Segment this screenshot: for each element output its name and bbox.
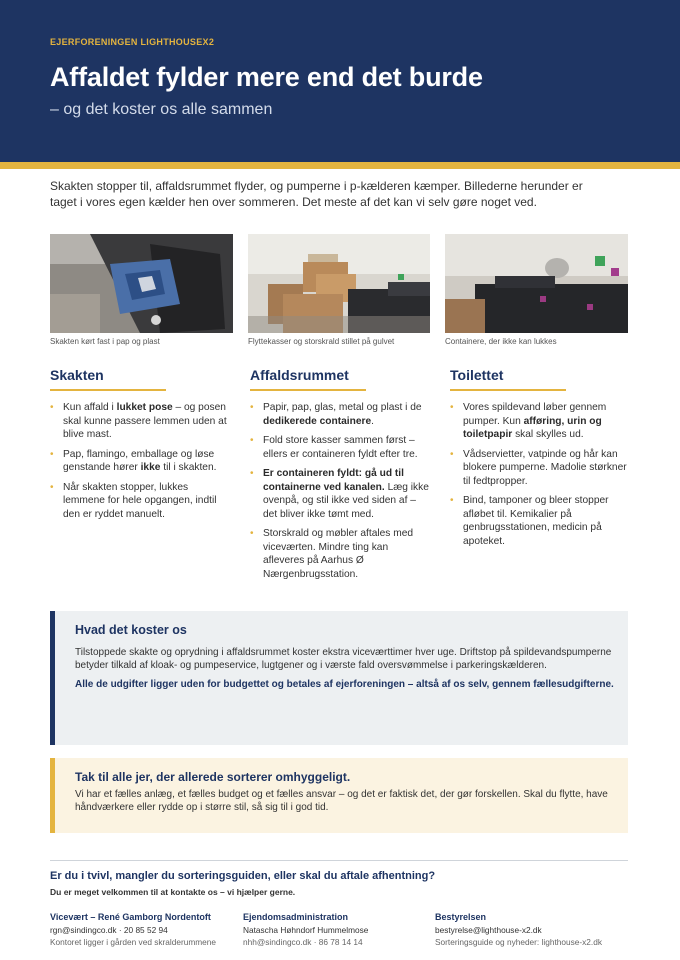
intro-paragraph: Skakten stopper til, affaldsrummet flyder, og pumperne i p-kælderen kæmper. Billederne herunder er taget i vores egen kælder hen over sommeren. Det meste af det kan vi selv gøre noget ved.	[50, 179, 583, 209]
list-item: • Er containeren fyldt: gå ud til containerne ved kanalen. Læg ikke ovenpå, og stil ikke ved siden af – det bliver ikke tømt med.	[250, 467, 430, 521]
footer-question: Er du i tvivl, mangler du sorteringsguiden, eller skal du aftale afhentning?	[50, 870, 436, 882]
list-item: • Storskrald og møbler aftales med viceværten. Mindre ting kan afleveres på Aarhus Ø Nærgenbrugsstation.	[250, 527, 430, 581]
header-banner	[0, 0, 680, 162]
list-item: • Når skakten stopper, lukkes lemmene for hele opgangen, indtil den er ryddet manuelt.	[50, 481, 230, 522]
thanks-body: Vi har et fælles anlæg, et fælles budget og et fælles ansvar – og det er faktisk det, der gør forskellen. Skal du flytte, have håndværkere eller rydde op i større stil, så sig til i god tid.	[75, 789, 608, 813]
list-item: • Vores spildevand løber gennem pumper. Kun afføring, urin og toiletpapir skal skylles ud.	[450, 401, 630, 442]
contact-caretaker	[50, 911, 216, 948]
heading-rule	[450, 389, 566, 391]
photo-caption-containers: Containere, der ikke kan lukkes	[445, 337, 557, 346]
header-accent-stripe	[0, 162, 680, 169]
contact-line: Kontoret ligger i gården ved skralderummene	[50, 937, 217, 947]
contact-title: Ejendomsadministration	[243, 912, 349, 922]
page-subtitle: – og det koster os alle sammen	[50, 101, 273, 118]
contact-title: Bestyrelsen	[435, 912, 487, 922]
contact-line[interactable]: Sorteringsguide og nyheder: lighthouse-x2.dk	[435, 937, 602, 947]
thanks-heading: Tak til alle jer, der allerede sorterer omhyggeligt.	[75, 770, 351, 784]
contact-line[interactable]: nhh@sindingco.dk · 86 78 14 14	[243, 937, 363, 947]
footer-welcome: Du er meget velkommen til at kontakte os – vi hjælper gerne.	[50, 887, 296, 897]
column-heading: Skakten	[50, 367, 104, 383]
bullet-list	[450, 401, 630, 548]
footer-divider	[50, 860, 628, 861]
list-item: • Pap, flamingo, emballage og løse genstande hører ikke til i skakten.	[50, 448, 230, 475]
contact-line[interactable]: rgn@sindingco.dk · 20 85 52 94	[50, 925, 168, 935]
photo-caption-chute: Skakten kørt fast i pap og plast	[50, 337, 160, 346]
thanks-callout	[50, 758, 628, 833]
contact-line[interactable]: bestyrelse@lighthouse-x2.dk	[435, 925, 542, 935]
contact-title: Vicevært – René Gamborg Nordentoft	[50, 912, 211, 922]
heading-rule	[50, 389, 166, 391]
photo-caption-waste-room: Flyttekasser og storskrald stillet på gulvet	[248, 337, 395, 346]
cost-emphasis: Alle de udgifter ligger uden for budgettet og betales af ejerforeningen – altså af os selv, gennem fællesudgifterne.	[75, 679, 614, 690]
contact-line: Natascha Høhndorf Hummelmose	[243, 925, 369, 935]
column-heading: Toilettet	[450, 367, 504, 383]
list-item: • Vådservietter, vatpinde og hår kan blokere pumperne. Madolie størkner til fedtpropper.	[450, 448, 630, 489]
photo-containers	[445, 234, 628, 333]
cost-body: Tilstoppede skakte og oprydning i affaldsrummet koster ekstra viceværttimer hver uge. Driftstop på spildevandspumperne betyder tilkald af kloak- og pumpeservice, lugtgener og i værste fald oversvømmelse i parkeringskælderen.	[75, 647, 612, 671]
organization-name: EJERFORENINGEN LIGHTHOUSEX2	[50, 37, 215, 47]
list-item: • Kun affald i lukket pose – og posen skal kunne passere lemmen uden at blive mast.	[50, 401, 230, 442]
page-title: Affaldet fylder mere end det burde	[50, 62, 483, 92]
list-item: • Papir, pap, glas, metal og plast i de dedikerede containere.	[250, 401, 430, 428]
contact-administration	[243, 911, 368, 948]
cost-heading: Hvad det koster os	[75, 623, 187, 637]
bullet-list	[50, 401, 230, 521]
cost-callout	[50, 611, 628, 745]
column-skakten	[50, 367, 230, 527]
photo-chute	[50, 234, 233, 333]
photo-waste-room-boxes	[248, 234, 430, 333]
list-item: • Bind, tamponer og bleer stopper afløbet til. Kemikalier på genbrugsstationen, medicin på apoteket.	[450, 494, 630, 548]
column-toilettet	[450, 367, 630, 554]
bullet-list	[250, 401, 430, 581]
list-item: • Fold store kasser sammen først – ellers er containeren fyldt efter tre.	[250, 434, 430, 461]
contact-board	[435, 911, 602, 948]
column-affaldsrummet	[250, 367, 430, 587]
column-heading: Affaldsrummet	[250, 367, 349, 383]
heading-rule	[250, 389, 366, 391]
